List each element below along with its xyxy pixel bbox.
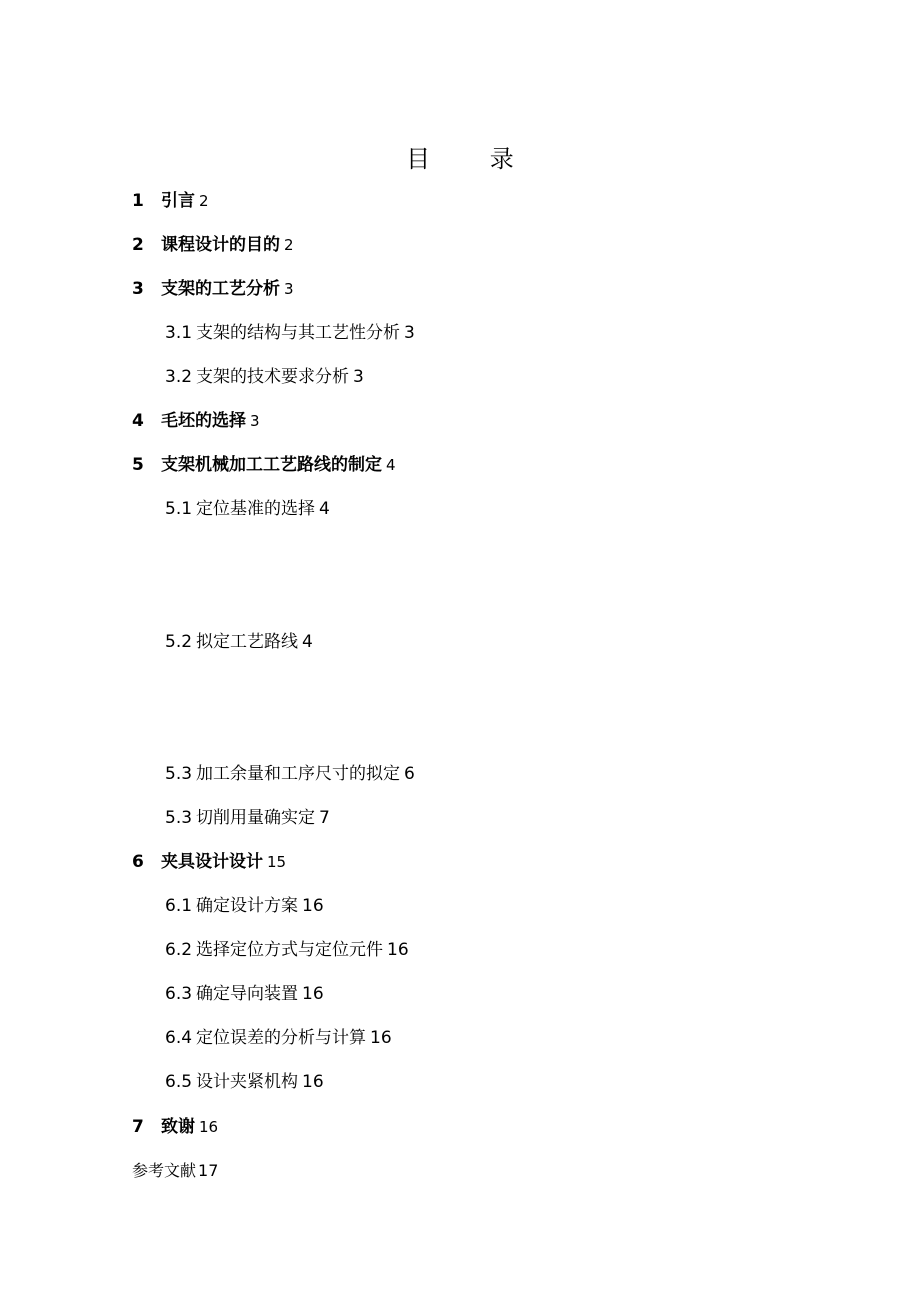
- toc-entry-6-2[interactable]: [165, 938, 409, 962]
- toc-entry-number: 6.5: [165, 1072, 193, 1092]
- toc-entry-references[interactable]: [132, 1159, 218, 1183]
- toc-entry-number: 5.2: [165, 632, 193, 652]
- toc-entry-5-1[interactable]: [165, 497, 330, 521]
- toc-entry-page: 7: [319, 808, 330, 828]
- toc-entry-5[interactable]: [132, 453, 396, 477]
- toc-entry-text: 支架的工艺分析: [161, 279, 280, 299]
- toc-entry-page: 16: [199, 1118, 219, 1136]
- toc-entry-page: 2: [199, 192, 209, 210]
- toc-entry-number: 3.1: [165, 323, 193, 343]
- toc-entry-5-3[interactable]: [165, 762, 415, 786]
- toc-entry-7[interactable]: [132, 1115, 218, 1139]
- toc-entry-page: 3: [250, 412, 260, 430]
- toc-entry-number: 5.1: [165, 499, 193, 519]
- toc-entry-text: 选择定位方式与定位元件: [196, 940, 384, 960]
- toc-entry-3-1[interactable]: [165, 321, 415, 345]
- toc-entry-text: 参考文献: [132, 1161, 197, 1180]
- toc-entry-text: 夹具设计设计: [161, 852, 263, 872]
- toc-entry-page: 6: [404, 764, 415, 784]
- toc-entry-text: 加工余量和工序尺寸的拟定: [196, 764, 401, 784]
- toc-entry-number: 6.4: [165, 1028, 193, 1048]
- toc-entry-text: 致谢: [161, 1117, 195, 1137]
- toc-entry-4[interactable]: [132, 409, 260, 433]
- toc-entry-text: 支架机械加工工艺路线的制定: [161, 455, 382, 475]
- toc-entry-text: 定位误差的分析与计算: [196, 1028, 367, 1048]
- toc-entry-number: 6.3: [165, 984, 193, 1004]
- toc-entry-6-3[interactable]: [165, 982, 324, 1006]
- toc-entry-number: 1: [132, 191, 144, 211]
- toc-entry-page: 17: [198, 1161, 219, 1180]
- toc-entry-text: 支架的技术要求分析: [196, 367, 350, 387]
- toc-entry-number: 3.2: [165, 367, 193, 387]
- toc-entry-page: 3: [284, 280, 294, 298]
- toc-entry-6-5[interactable]: [165, 1070, 324, 1094]
- toc-entry-text: 毛坯的选择: [161, 411, 246, 431]
- toc-entry-6[interactable]: [132, 850, 286, 874]
- toc-entry-6-1[interactable]: [165, 894, 324, 918]
- toc-entry-text: 确定导向装置: [196, 984, 299, 1004]
- toc-entry-number: 5.3: [165, 764, 193, 784]
- toc-entry-number: 7: [132, 1117, 144, 1137]
- toc-entry-text: 拟定工艺路线: [196, 632, 299, 652]
- toc-entry-number: 2: [132, 235, 144, 255]
- toc-entry-page: 16: [387, 940, 409, 960]
- toc-entry-page: 16: [302, 984, 324, 1004]
- toc-entry-page: 3: [404, 323, 415, 343]
- toc-entry-text: 定位基准的选择: [196, 499, 316, 519]
- toc-title: 目 录: [406, 145, 540, 173]
- toc-entry-number: 3: [132, 279, 144, 299]
- toc-entry-text: 支架的结构与其工艺性分析: [196, 323, 401, 343]
- toc-entry-number: 6: [132, 852, 144, 872]
- toc-entry-5-3-b[interactable]: [165, 806, 330, 830]
- toc-entry-page: 2: [284, 236, 294, 254]
- toc-entry-5-2[interactable]: [165, 630, 313, 654]
- toc-entry-3-2[interactable]: [165, 365, 364, 389]
- toc-entry-page: 4: [386, 456, 396, 474]
- toc-entry-2[interactable]: [132, 233, 294, 257]
- toc-entry-number: 5: [132, 455, 144, 475]
- toc-entry-page: 16: [302, 1072, 324, 1092]
- toc-entry-number: 6.1: [165, 896, 193, 916]
- toc-entry-text: 确定设计方案: [196, 896, 299, 916]
- toc-entry-text: 切削用量确实定: [196, 808, 316, 828]
- toc-entry-page: 4: [302, 632, 313, 652]
- toc-entry-page: 3: [353, 367, 364, 387]
- toc-entry-page: 4: [319, 499, 330, 519]
- toc-entry-3[interactable]: [132, 277, 294, 301]
- toc-entry-page: 16: [370, 1028, 392, 1048]
- toc-entry-1[interactable]: [132, 189, 209, 213]
- toc-entry-number: 6.2: [165, 940, 193, 960]
- toc-entry-number: 4: [132, 411, 144, 431]
- toc-entry-text: 设计夹紧机构: [196, 1072, 299, 1092]
- toc-entry-6-4[interactable]: [165, 1026, 392, 1050]
- toc-entry-text: 引言: [161, 191, 195, 211]
- toc-entry-text: 课程设计的目的: [161, 235, 280, 255]
- toc-entry-number: 5.3: [165, 808, 193, 828]
- toc-entry-page: 15: [267, 853, 287, 871]
- toc-entry-page: 16: [302, 896, 324, 916]
